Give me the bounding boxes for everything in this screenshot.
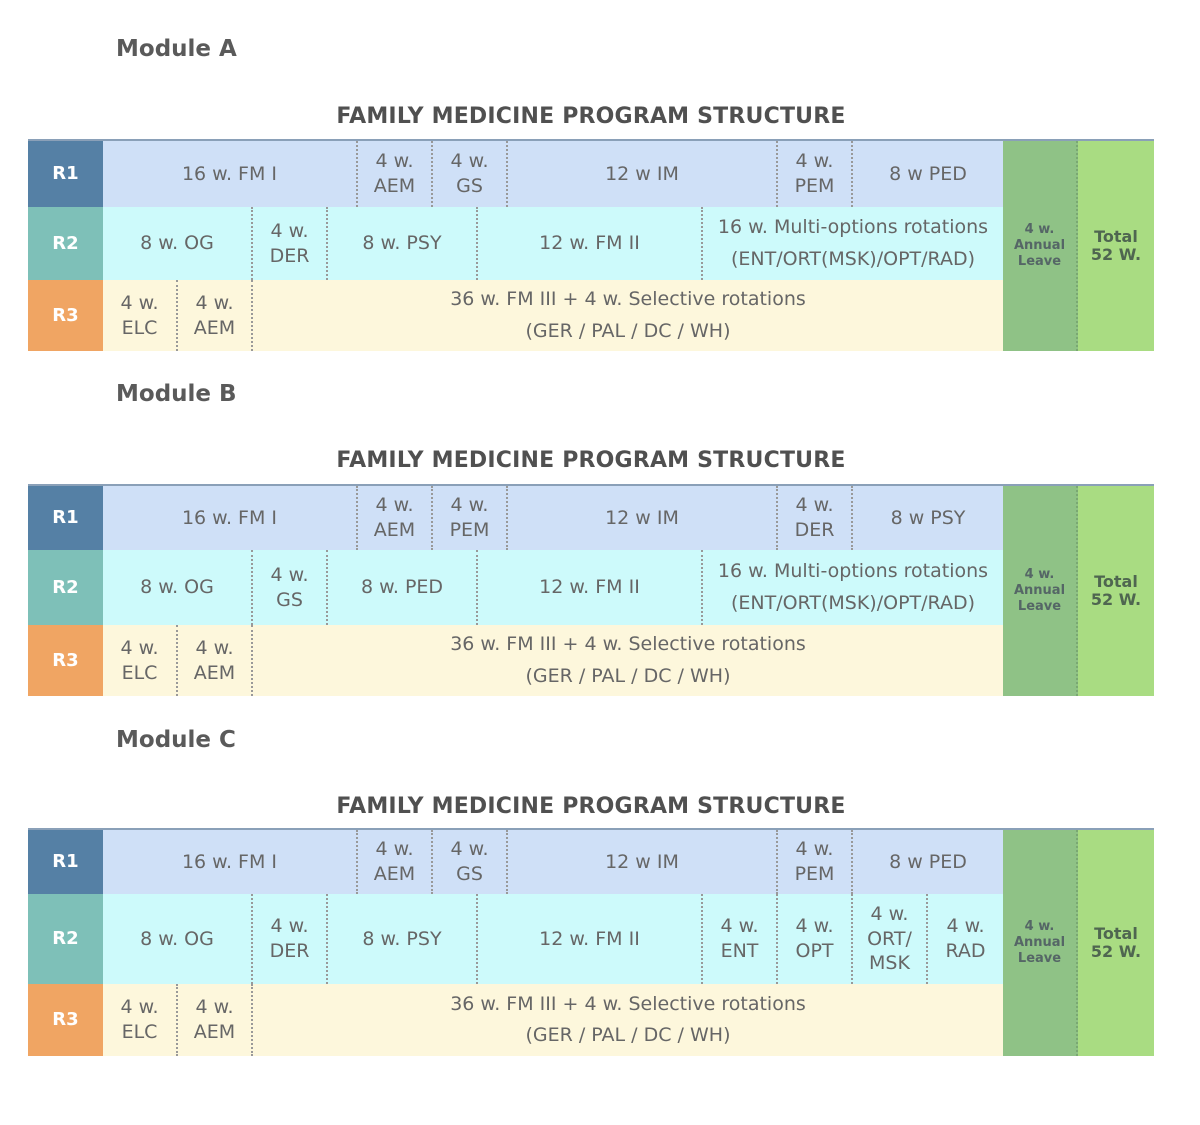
row-label-r2: R2 xyxy=(28,550,103,625)
rotation-cell: 36 w. FM III + 4 w. Selective rotations (GER / PAL / DC / WH) xyxy=(253,625,1003,696)
rotation-cell: 8 w. OG xyxy=(103,550,253,625)
row-label-r2: R2 xyxy=(28,894,103,984)
annual-leave-cell: 4 w. Annual Leave xyxy=(1003,486,1078,696)
rotation-cell: 4 w. ELC xyxy=(103,625,178,696)
rotation-cell: 8 w. OG xyxy=(103,207,253,280)
row-label-r2: R2 xyxy=(28,207,103,280)
rotation-cell: 4 w. AEM xyxy=(178,984,253,1056)
rotation-cell: 4 w. ELC xyxy=(103,280,178,351)
rotation-cell: 4 w. AEM xyxy=(358,830,433,894)
rotation-cell: 12 w IM xyxy=(508,141,778,207)
rotation-cell: 12 w. FM II xyxy=(478,207,703,280)
rotation-cell: 4 w. GS xyxy=(253,550,328,625)
rotation-cell: 4 w. PEM xyxy=(433,486,508,550)
module-title: Module C xyxy=(116,727,236,753)
rotation-cell: 4 w. PEM xyxy=(778,141,853,207)
program-table xyxy=(28,139,1154,351)
rotation-cell: 4 w. ENT xyxy=(703,894,778,984)
row-label-r1: R1 xyxy=(28,830,103,894)
total-weeks-cell: Total 52 W. xyxy=(1078,486,1154,696)
annual-leave-cell: 4 w. Annual Leave xyxy=(1003,141,1078,351)
rotation-cell: 4 w. DER xyxy=(778,486,853,550)
rotation-cell: 4 w. PEM xyxy=(778,830,853,894)
row-label-r3: R3 xyxy=(28,280,103,351)
row-label-r1: R1 xyxy=(28,486,103,550)
rotation-cell: 4 w. DER xyxy=(253,894,328,984)
row-label-r3: R3 xyxy=(28,984,103,1056)
total-weeks-cell: Total 52 W. xyxy=(1078,830,1154,1056)
rotation-cell: 8 w. PSY xyxy=(328,207,478,280)
rotation-cell: 12 w. FM II xyxy=(478,894,703,984)
rotation-cell: 12 w IM xyxy=(508,486,778,550)
rotation-cell: 16 w. Multi-options rotations (ENT/ORT(MSK)/OPT/RAD) xyxy=(703,207,1003,280)
rotation-cell: 4 w. DER xyxy=(253,207,328,280)
rotation-cell: 8 w. OG xyxy=(103,894,253,984)
rotation-cell: 36 w. FM III + 4 w. Selective rotations (GER / PAL / DC / WH) xyxy=(253,280,1003,351)
total-weeks-cell: Total 52 W. xyxy=(1078,141,1154,351)
rotation-cell: 4 w. OPT xyxy=(778,894,853,984)
rotation-cell: 8 w PED xyxy=(853,141,1003,207)
rotation-cell: 4 w. GS xyxy=(433,830,508,894)
rotation-cell: 4 w. ELC xyxy=(103,984,178,1056)
annual-leave-cell: 4 w. Annual Leave xyxy=(1003,830,1078,1056)
row-label-r3: R3 xyxy=(28,625,103,696)
row-label-r1: R1 xyxy=(28,141,103,207)
rotation-cell: 8 w PSY xyxy=(853,486,1003,550)
rotation-cell: 16 w. Multi-options rotations (ENT/ORT(MSK)/OPT/RAD) xyxy=(703,550,1003,625)
structure-title: FAMILY MEDICINE PROGRAM STRUCTURE xyxy=(336,104,846,129)
rotation-cell: 12 w IM xyxy=(508,830,778,894)
rotation-cell: 16 w. FM I xyxy=(103,141,358,207)
rotation-cell: 16 w. FM I xyxy=(103,486,358,550)
module-title: Module B xyxy=(116,381,237,407)
program-table xyxy=(28,828,1154,1056)
rotation-cell: 8 w. PSY xyxy=(328,894,478,984)
module-title: Module A xyxy=(116,36,237,62)
rotation-cell: 4 w. RAD xyxy=(928,894,1003,984)
rotation-cell: 4 w. ORT/ MSK xyxy=(853,894,928,984)
rotation-cell: 4 w. GS xyxy=(433,141,508,207)
rotation-cell: 12 w. FM II xyxy=(478,550,703,625)
rotation-cell: 4 w. AEM xyxy=(178,625,253,696)
rotation-cell: 36 w. FM III + 4 w. Selective rotations (GER / PAL / DC / WH) xyxy=(253,984,1003,1056)
program-table xyxy=(28,484,1154,696)
rotation-cell: 16 w. FM I xyxy=(103,830,358,894)
structure-title: FAMILY MEDICINE PROGRAM STRUCTURE xyxy=(336,794,846,819)
rotation-cell: 4 w. AEM xyxy=(358,141,433,207)
rotation-cell: 8 w. PED xyxy=(328,550,478,625)
rotation-cell: 8 w PED xyxy=(853,830,1003,894)
rotation-cell: 4 w. AEM xyxy=(178,280,253,351)
structure-title: FAMILY MEDICINE PROGRAM STRUCTURE xyxy=(336,448,846,473)
rotation-cell: 4 w. AEM xyxy=(358,486,433,550)
